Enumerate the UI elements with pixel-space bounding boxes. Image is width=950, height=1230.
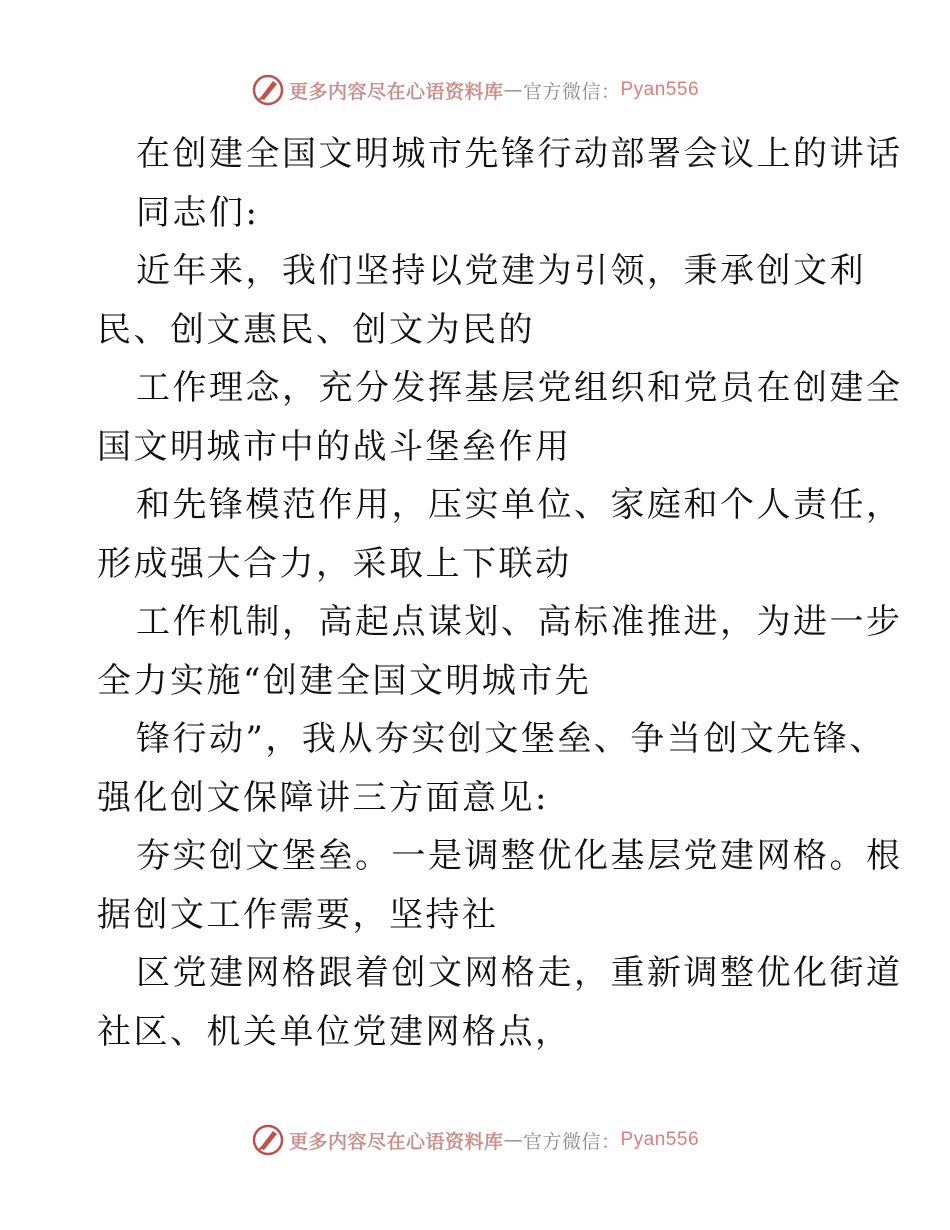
salutation: 同志们: xyxy=(136,192,260,233)
paragraph-line: 社区、机关单位党建网格点， xyxy=(97,1011,572,1052)
watermark-wechat-id: Pyan556 xyxy=(620,79,700,100)
paragraph-line: 近年来，我们坚持以党建为引领，秉承创文利 xyxy=(136,251,866,291)
paragraph-line: 锋行动”，我从夯实创文堡垒、争当创文先锋、 xyxy=(136,719,886,759)
paragraph-line: 工作机制，高起点谋划、高标准推进，为进一步 xyxy=(136,602,903,642)
watermark-wechat-label: 官方微信： xyxy=(522,1130,621,1153)
watermark-wechat-label: 官方微信： xyxy=(522,80,621,103)
paragraph-line: 据创文工作需要，坚持社 xyxy=(97,894,499,935)
paragraph-line: 强化创文保障讲三方面意见: xyxy=(97,777,549,818)
paragraph-line: 夯实创文堡垒。一是调整优化基层党建网格。根 xyxy=(136,836,903,876)
watermark-wechat-id: Pyan556 xyxy=(620,1129,700,1150)
document-title: 在创建全国文明城市先锋行动部署会议上的讲话 xyxy=(136,134,903,174)
watermark-main-text: 更多内容尽在心语资料库 xyxy=(288,80,504,103)
watermark-separator: — xyxy=(503,1129,523,1151)
document-body xyxy=(97,125,903,1061)
footer-watermark xyxy=(0,1120,950,1160)
header-watermark xyxy=(0,70,950,110)
quill-pen-logo-icon xyxy=(251,1123,285,1157)
quill-pen-logo-icon xyxy=(251,73,285,107)
paragraph-line: 工作理念，充分发挥基层党组织和党员在创建全 xyxy=(136,368,903,408)
paragraph-line: 民、创文惠民、创文为民的 xyxy=(97,309,535,350)
watermark-main-text: 更多内容尽在心语资料库 xyxy=(288,1130,504,1153)
watermark-separator: — xyxy=(503,79,523,101)
paragraph-line: 和先锋模范作用，压实单位、家庭和个人责任， xyxy=(136,485,903,525)
paragraph-line: 区党建网格跟着创文网格走，重新调整优化街道 xyxy=(136,953,903,993)
paragraph-line: 形成强大合力，采取上下联动 xyxy=(97,543,572,584)
paragraph-line: 全力实施“创建全国文明城市先 xyxy=(97,660,592,701)
paragraph-line: 国文明城市中的战斗堡垒作用 xyxy=(97,426,572,467)
